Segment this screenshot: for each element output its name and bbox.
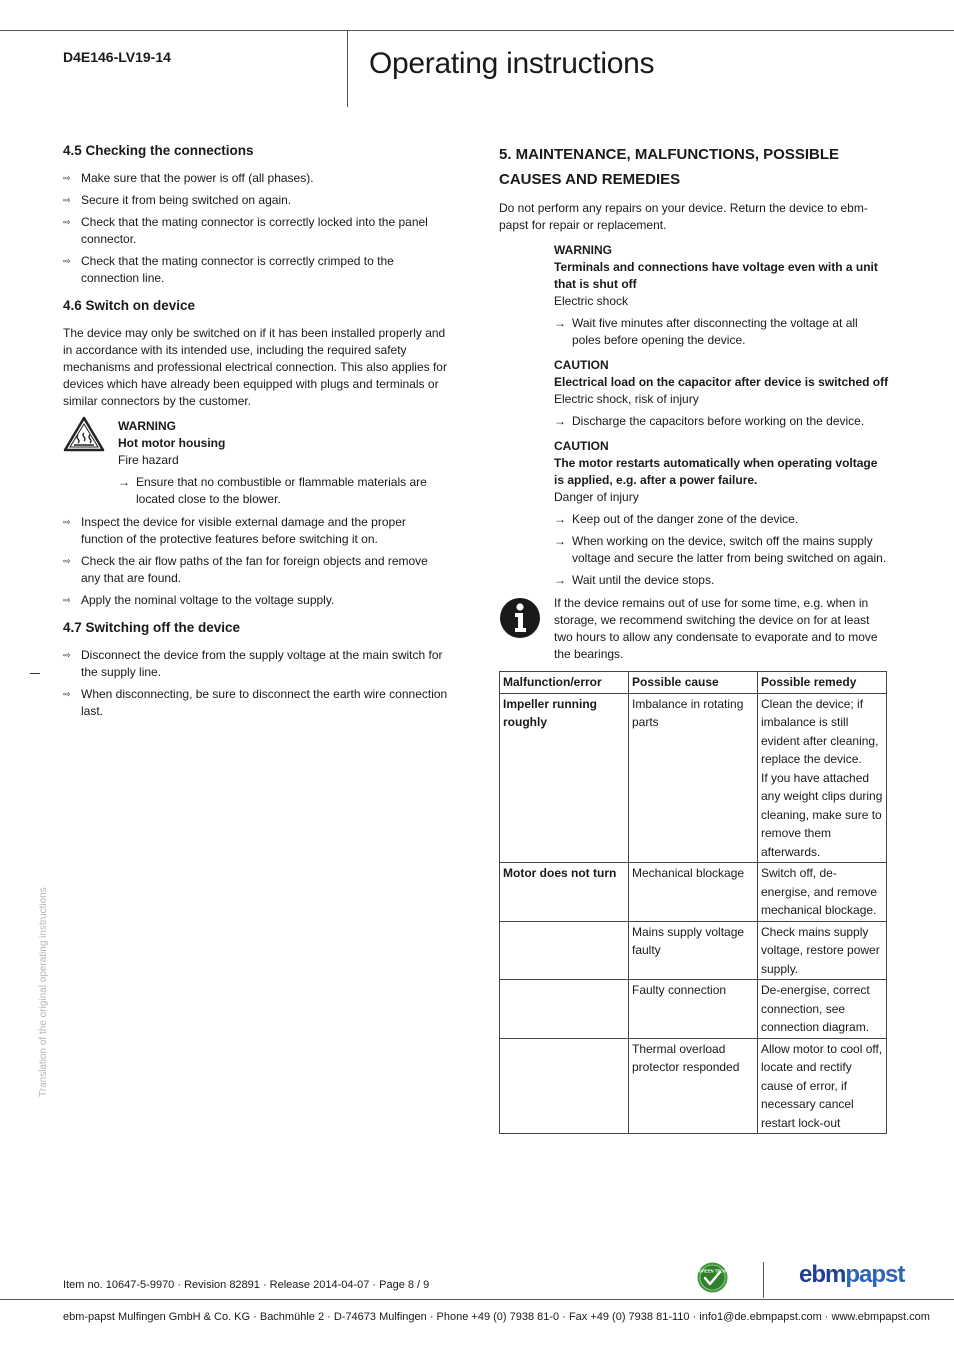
note-action: → Wait five minutes after disconnecting the voltage at all poles before opening the device. (554, 316, 858, 347)
note-action: → Keep out of the danger zone of the device. (554, 512, 799, 526)
arrow-bullet-icon: ⇨ (63, 689, 71, 699)
list-item: ⇨ Disconnect the device from the supply voltage at the main switch for the supply line. (63, 648, 443, 679)
column-header-error: Malfunction/error (500, 672, 629, 694)
remedy-cell: Check mains supply voltage, restore power supply. (758, 921, 887, 980)
section-5-heading: 5. MAINTENANCE, MALFUNCTIONS, POSSIBLE CAUSES AND REMEDIES (499, 146, 840, 188)
note-label: CAUTION (554, 358, 609, 372)
section-5-intro: Do not perform any repairs on your device. Return the device to ebm-papst for repair or replacement. (499, 201, 868, 232)
info-text: If the device remains out of use for some time, e.g. when in storage, we recommend switching the device on for at least two hours to allow any condensate to evaporate and to move the bearings. (554, 596, 878, 661)
section-4-7-list (63, 647, 449, 720)
arrow-bullet-icon: ⇨ (63, 217, 71, 227)
info-icon (499, 597, 541, 639)
list-item: ⇨ Check the air flow paths of the fan for foreign objects and remove any that are found. (63, 554, 428, 585)
list-item: ⇨ Apply the nominal voltage to the voltage supply. (63, 593, 335, 607)
header-top-rule (0, 30, 954, 31)
translation-note: Translation of the original operating instructions (38, 887, 49, 1097)
cause-cell: Thermal overload protector responded (629, 1038, 758, 1134)
info-note (499, 595, 889, 663)
section-4-5-heading: 4.5 Checking the connections (63, 143, 254, 158)
footer-item-info: Item no. 10647-5-9970 · Revision 82891 · Release 2014-04-07 · Page 8 / 9 (63, 1279, 430, 1291)
arrow-bullet-icon: ⇨ (63, 195, 71, 205)
safety-notes (499, 242, 889, 589)
section-4-6-list (63, 514, 449, 609)
arrow-bullet-icon: ⇨ (63, 650, 71, 660)
note-consequence: Electric shock, risk of injury (554, 392, 699, 406)
table-header-row (500, 672, 887, 694)
margin-mark (30, 673, 40, 674)
cause-cell: Faulty connection (629, 980, 758, 1039)
green-tech-logo (697, 1262, 728, 1293)
table-row (500, 693, 887, 863)
arrow-icon: → (554, 534, 566, 548)
header-divider (347, 30, 348, 107)
note-consequence: Electric shock (554, 294, 629, 308)
cause-cell: Mechanical blockage (629, 863, 758, 922)
error-cell: Motor does not turn (500, 863, 629, 922)
note-hazard: Terminals and connections have voltage even with a unit that is shut off (554, 260, 878, 291)
safety-note-restart (554, 438, 889, 589)
note-action: → Wait until the device stops. (554, 573, 715, 587)
table-row (500, 1038, 887, 1134)
warning-label: WARNING (118, 419, 176, 433)
arrow-bullet-icon: ⇨ (63, 517, 71, 527)
table-row (500, 921, 887, 980)
hot-surface-warning (63, 418, 449, 508)
arrow-icon: → (554, 316, 566, 330)
section-4-5-list (63, 170, 449, 287)
malfunction-table (499, 671, 887, 1134)
note-hazard: Electrical load on the capacitor after device is switched off (554, 375, 889, 389)
arrow-bullet-icon: ⇨ (63, 556, 71, 566)
note-hazard: The motor restarts automatically when operating voltage is applied, e.g. after a power failure. (554, 456, 878, 487)
list-item: ⇨ Check that the mating connector is correctly crimped to the connection line. (63, 254, 394, 285)
section-4-6-paragraph: The device may only be switched on if it has been installed properly and in accordance with its intended use, including the required safety mechanisms and professional electrical connection. This also applies for devices which have already been equipped with plugs and terminals or similar connectors by the customer. (63, 326, 447, 408)
table-row (500, 863, 887, 922)
list-item: ⇨ Check that the mating connector is correctly locked into the panel connector. (63, 215, 428, 246)
page-title: Operating instructions (369, 47, 655, 80)
footer-address: ebm-papst Mulfingen GmbH & Co. KG · Bachmühle 2 · D-74673 Mulfingen · Phone +49 (0) 7938 81-0 · Fax +49 (0) 7938 81-110 · info1@de.ebmpapst.com · www.ebmpapst.com (63, 1311, 930, 1323)
note-action: → When working on the device, switch off the mains supply voltage and secure the latter from being switched on again. (554, 534, 887, 565)
arrow-icon: → (554, 512, 566, 526)
arrow-icon: → (554, 573, 566, 587)
error-cell (500, 980, 629, 1039)
table-row (500, 980, 887, 1039)
note-action: → Discharge the capacitors before working on the device. (554, 414, 865, 428)
error-cell (500, 1038, 629, 1134)
note-label: CAUTION (554, 439, 609, 453)
left-column (63, 142, 449, 730)
logo-divider (763, 1262, 764, 1298)
arrow-bullet-icon: ⇨ (63, 595, 71, 605)
section-4-7-heading: 4.7 Switching off the device (63, 620, 241, 635)
column-header-cause: Possible cause (629, 672, 758, 694)
ebmpapst-logo: ebmpapst (799, 1261, 905, 1288)
list-item: ⇨ Make sure that the power is off (all phases). (63, 171, 314, 185)
footer-rule (0, 1299, 954, 1300)
arrow-bullet-icon: ⇨ (63, 256, 71, 266)
warning-consequence: Fire hazard (118, 453, 179, 467)
svg-text:GREEN TECH: GREEN TECH (698, 1268, 727, 1274)
arrow-bullet-icon: ⇨ (63, 173, 71, 183)
warning-action: → Ensure that no combustible or flammable materials are located close to the blower. (118, 475, 427, 506)
hot-surface-warning-icon (63, 416, 105, 452)
arrow-icon: → (118, 475, 130, 489)
remedy-cell: Clean the device; if imbalance is still evident after cleaning, replace the device. If you have attached any weight clips during cleaning, make sure to remove them afterwards. (758, 693, 887, 863)
cause-cell: Imbalance in rotating parts (629, 693, 758, 863)
error-cell: Impeller running roughly (500, 693, 629, 863)
safety-note-capacitor (554, 357, 889, 430)
note-label: WARNING (554, 243, 612, 257)
safety-note-voltage (554, 242, 889, 349)
cause-cell: Mains supply voltage faulty (629, 921, 758, 980)
arrow-icon: → (554, 414, 566, 428)
section-4-6-heading: 4.6 Switch on device (63, 298, 196, 313)
list-item: ⇨ Inspect the device for visible external damage and the proper function of the protective features before switching it on. (63, 515, 406, 546)
remedy-cell: Switch off, de-energise, and remove mechanical blockage. (758, 863, 887, 922)
note-consequence: Danger of injury (554, 490, 639, 504)
right-column (499, 142, 889, 1134)
remedy-cell: De-energise, correct connection, see connection diagram. (758, 980, 887, 1039)
list-item: ⇨ Secure it from being switched on again. (63, 193, 292, 207)
remedy-cell: Allow motor to cool off, locate and rectify cause of error, if necessary cancel restart lock-out (758, 1038, 887, 1134)
list-item: ⇨ When disconnecting, be sure to disconnect the earth wire connection last. (63, 687, 448, 718)
error-cell (500, 921, 629, 980)
column-header-remedy: Possible remedy (758, 672, 887, 694)
document-id: D4E146-LV19-14 (63, 49, 171, 65)
warning-hazard: Hot motor housing (118, 436, 226, 450)
